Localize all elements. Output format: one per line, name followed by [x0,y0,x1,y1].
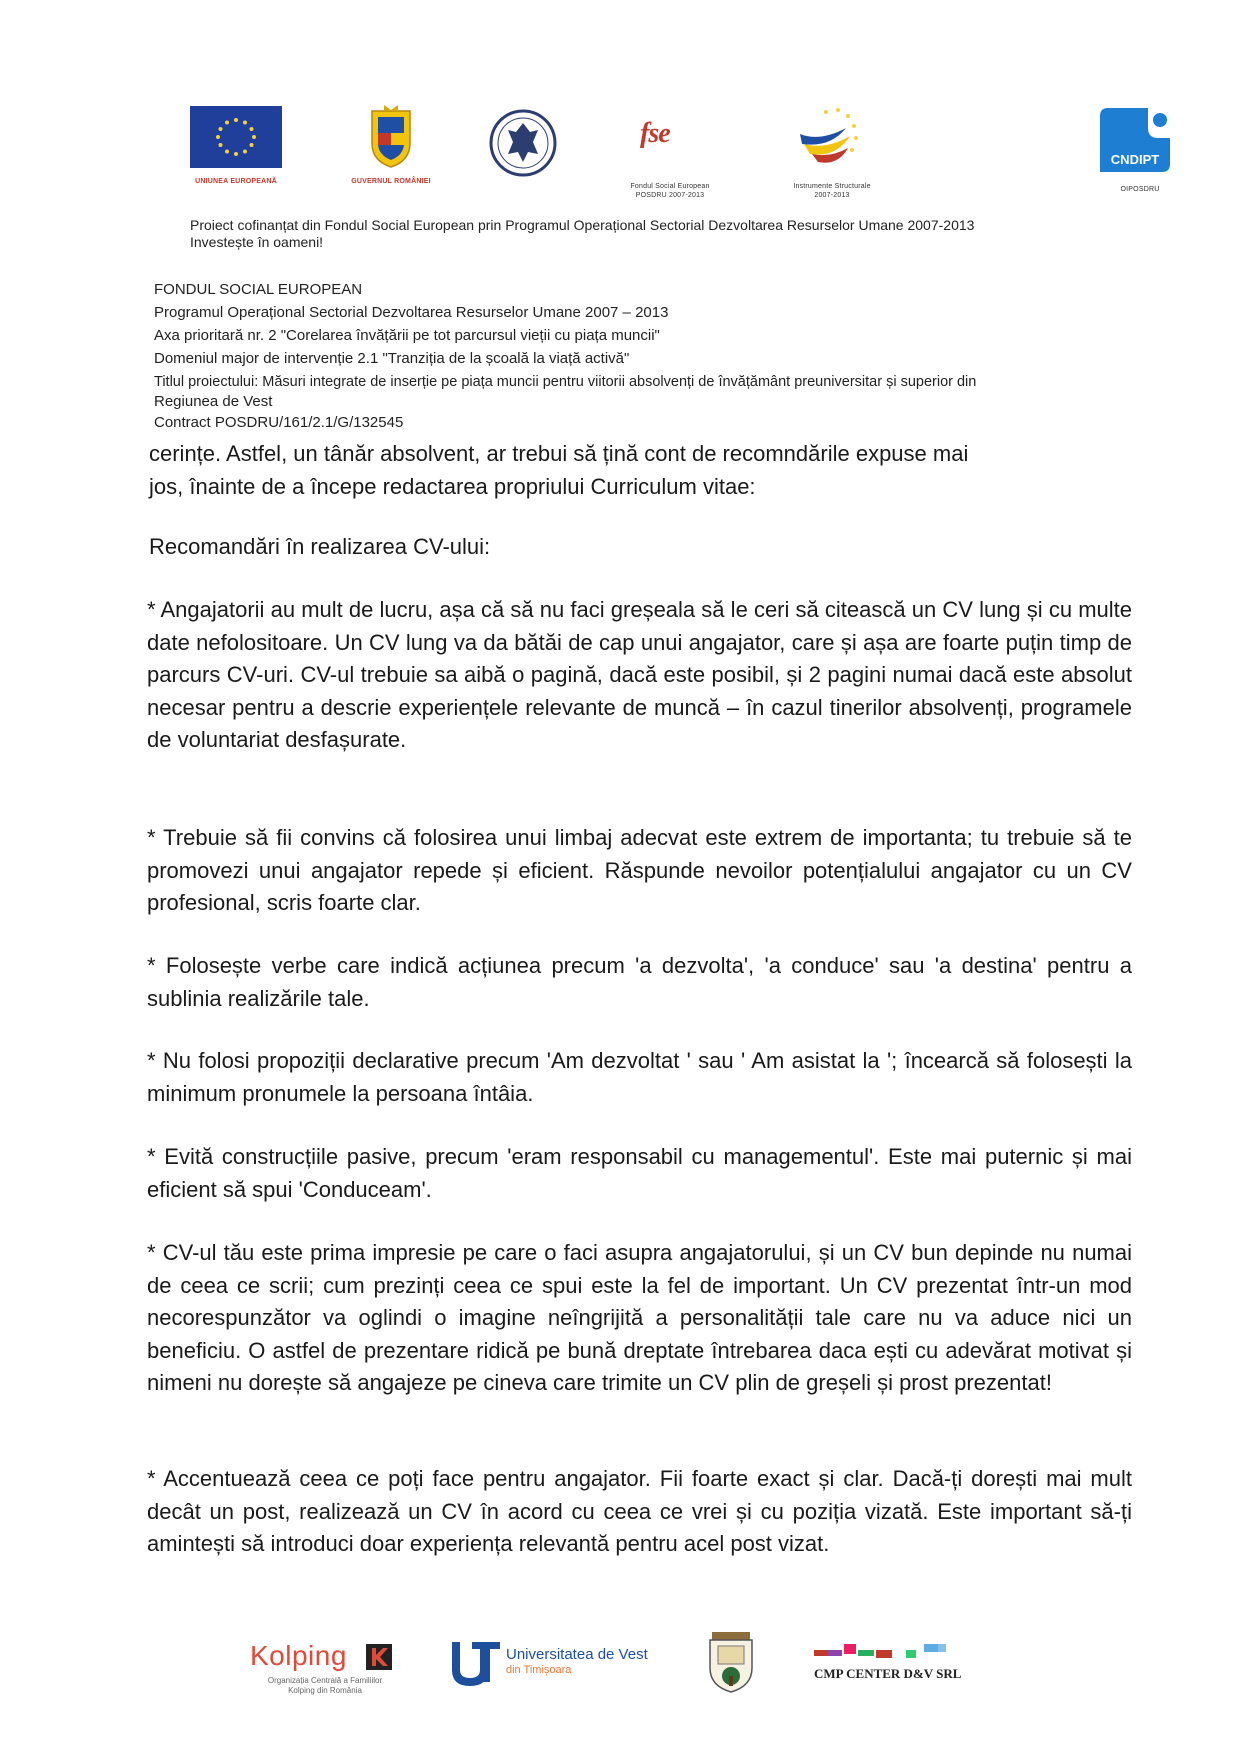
local-crest-logo [706,1630,756,1694]
recommendation-paragraph: * Evită construcțiile pasive, precum 'eram responsabil cu managementul'. Este mai puternic și mai eficient să spui 'Conduceam'. [147,1144,1132,1202]
recommendation-paragraph: * Folosește verbe care indică acțiunea precum 'a dezvolta', 'a conduce' sau 'a destina' pentru a sublinia realizările tale. [147,953,1132,1011]
kolping-caption-line2: Kolping din România [288,1686,362,1695]
header-project-title-cont: Regiunea de Vest [154,393,273,410]
ministry-seal-icon [488,108,558,178]
recommendation-paragraph: * Accentuează ceea ce poți face pentru angajator. Fii foarte exact și clar. Dacă-ți dorești mai mult decât un post, realizează un CV în acord cu ceea ce vrei și cu poziția vizată. Este important să-ți amintești să introduci doar experiența relevantă pentru acel post vizat. [147,1466,1132,1556]
cmp-color-bars-icon [814,1642,964,1660]
fse-caption-line1: Fondul Social European [630,183,710,190]
header-contract-number: Contract POSDRU/161/2.1/G/132545 [154,414,404,431]
intro-line-1: cerințe. Astfel, un tânăr absolvent, ar trebui să țină cont de recomndările expuse mai [149,441,969,466]
structural-instruments-icon [796,104,868,168]
intro-line-2: jos, înainte de a începe redactarea propriului Curriculum vitae: [149,474,756,499]
header-intervention-domain: Domeniul major de intervenție 2.1 "Tranziția de la școală la viață activă" [154,350,630,367]
kolping-k-icon [366,1644,392,1670]
kolping-logo-text: Kolping [250,1640,347,1671]
header-fund-name: FONDUL SOCIAL EUROPEAN [154,281,363,298]
uvt-emblem-icon [450,1640,502,1686]
project-slogan: Investește în oameni! [190,234,324,250]
recommendation-paragraph: * Angajatorii au mult de lucru, așa că să nu faci greșeala să le ceri să citească un CV lung și cu multe date nefolositoare. Un CV lung va da bătăi de cap unui angajator, care și așa are foarte puțin timp de parcurs CV-uri. CV-ul trebuie sa aibă o pagină, dacă este posibil, și 2 pagini numai dacă este absolut necesar pentru a descrie experiențele relevante de muncă – în cazul tinerilor absolvenți, programele de voluntariat desfașurate. [147,597,1132,752]
cndipt-logo-text: CNDIPT [1110,152,1160,167]
uvt-name: Universitatea de Vest [506,1646,648,1663]
instrumente-structurale-logo [796,104,868,168]
ministry-seal-logo [488,108,558,178]
cmp-center-name: CMP CENTER D&V SRL [814,1666,962,1681]
is-caption-line2: 2007-2013 [814,192,850,199]
section-title: Recomandări în realizarea CV-ului: [149,534,491,559]
header-project-title: Titlul proiectului: Măsuri integrate de inserție pe piața muncii pentru viitorii absolvenți de învățământ preuniversitar și superior din [154,374,977,390]
cndipt-logo [1100,108,1170,172]
eu-caption: UNIUNEA EUROPEANĂ [195,178,277,185]
fse-logo [640,118,700,158]
project-cofinancing-note: Proiect cofinanțat din Fondul Social European prin Programul Operațional Sectorial Dezvoltarea Resurselor Umane 2007-2013 [190,217,975,233]
is-caption-line1: Instrumente Structurale [793,183,871,190]
oiposdru-caption: OIPOSDRU [1120,186,1160,193]
kolping-caption-line1: Organizația Centrală a Familiilor [267,1676,383,1685]
uvt-logo [450,1640,670,1690]
fse-caption-line2: POSDRU 2007-2013 [635,192,705,199]
uvt-city: din Timișoara [506,1664,572,1676]
crest-icon [706,1630,756,1694]
recommendation-paragraph: * Trebuie să fii convins că folosirea unui limbaj adecvat este extrem de importanta; tu trebuie să te promovezi unui angajator repede și eficient. Răspunde nevoilor potențialului angajator cu un CV profesional, scris foarte clar. [147,825,1132,915]
fse-logo-text: fse [640,118,670,149]
recommendation-paragraph: * Nu folosi propoziții declarative precum 'Am dezvoltat ' sau ' Am asistat la '; încearcă să folosești la minimum pronumele la persoana întâia. [147,1048,1132,1106]
bottom-logo-bar [0,1620,1240,1720]
recommendation-paragraph: * CV-ul tău este prima impresie pe care o faci asupra angajatorului, și un CV bun depinde nu numai de ceea ce scrii; cum prezinți ceea ce spui este la fel de important. Un CV prezentat într-un mod necorespunzător va oglindi o imagine neîngrijită a personalității tale care nu va aduce nici un beneficiu. O astfel de prezentare ridică pe bună dreptate întrebarea daca ești cu adevărat motivat și nimeni nu dorește să angajeze pe cineva care trimite un CV plin de greșeli și prost prezentat! [147,1240,1132,1395]
top-logo-bar [0,0,1240,210]
government-caption: GUVERNUL ROMÂNIEI [351,178,431,185]
header-priority-axis: Axa prioritară nr. 2 "Corelarea învățării pe tot parcursul vieții cu piața muncii" [154,327,660,344]
cmp-center-logo [812,1642,982,1692]
eu-flag-logo [190,106,282,168]
header-program: Programul Operațional Sectorial Dezvoltarea Resurselor Umane 2007 – 2013 [154,304,669,321]
kolping-logo [250,1640,400,1700]
romanian-government-logo [366,103,416,169]
eu-flag-icon [190,106,282,168]
coat-of-arms-icon [366,103,416,169]
